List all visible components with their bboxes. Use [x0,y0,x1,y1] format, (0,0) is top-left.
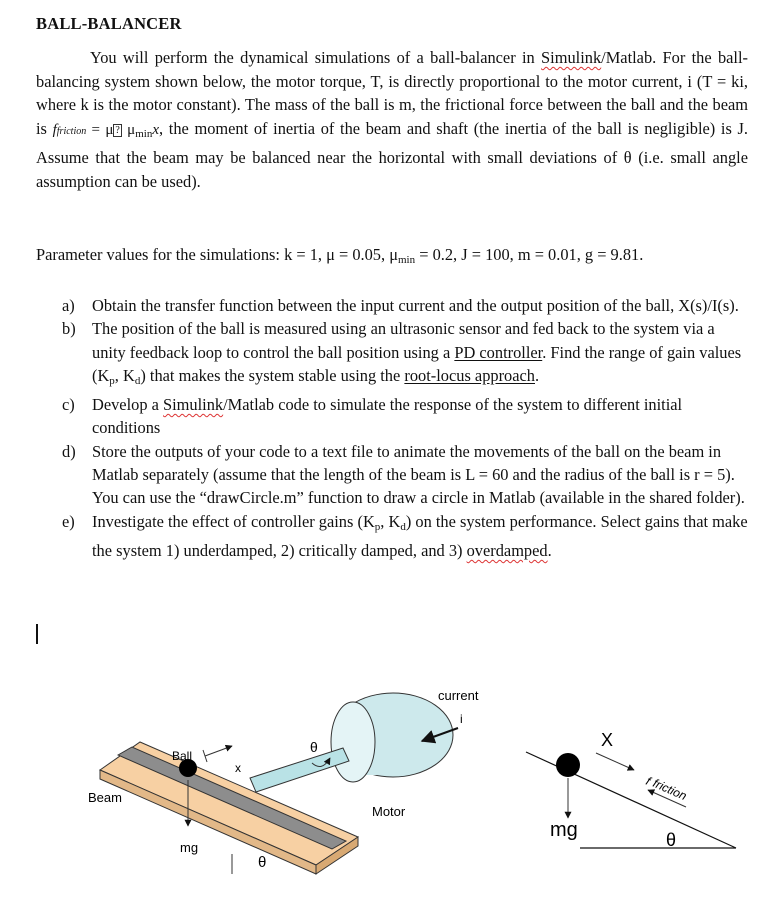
task-item-b [62,317,748,393]
current-label: current [438,688,479,703]
task-text: Store the outputs of your code to a text file to animate the movements of the ball on the beam in Matlab separately (assume that the length of the beam is L = 60 and the radius of the ball is r = 5). You can use the “drawCircle.m” function to draw a circle in Matlab (available in the shared folder). [92,441,745,508]
task-letter: c) [62,395,75,415]
x-arrow-right [596,753,634,770]
kd-sub: d [134,374,141,387]
formula-mu: μ [121,121,136,138]
task-text: . [535,365,540,385]
task-text: The position of the ball is measured using an ultrasonic sensor and fed back to the system via a unity feedback loop to control the ball position using a [92,319,715,362]
intro-text-3: , the moment of inertia of the beam and shaft (the inertia of the ball is negligible) is J. Assume that the beam may be balanced near the horizontal with small deviations of θ (i.e. small angle assumption can be used). [36,118,749,191]
ball-label: Ball [172,749,193,763]
params-prefix: Parameter values for the simulations: k = 1, μ = 0.05, μ [36,245,398,264]
task-text: ) on the system performance. Select gains that make the system 1) underdamped, 2) critically damped, and 3) [92,511,748,560]
intro-paragraph [36,46,748,193]
x-label-right: X [601,730,614,750]
intro-text-1: You will perform the dynamical simulations of a ball-balancer in [90,48,542,67]
text-cursor[interactable] [36,624,38,644]
task-letter: a) [62,296,75,315]
task-item-d [62,440,748,510]
motor-icon [331,693,453,782]
task-text: ) that makes the system stable using the [140,365,405,385]
current-i-label: i [460,712,463,726]
task-item-a [62,294,748,317]
task-list [62,294,748,562]
params-min-sub: min [398,254,416,266]
mg-label-left: mg [180,840,199,855]
task-text: , K [380,511,401,531]
missing-equation-icon: ? [115,124,120,136]
task-item-e [62,510,748,563]
link-root-locus[interactable]: root-locus approach [404,365,535,385]
task-item-c [62,393,748,440]
ball-balancer-figure [0,660,774,922]
task-text: . Find the range of gain values (K [92,342,742,385]
task-text: . [547,540,552,560]
formula-eq: = μ [86,121,114,138]
motor-shaft [250,748,349,792]
motor-label: Motor [372,804,406,819]
theta-label-shaft: θ [310,739,318,755]
task-text: Develop a [92,395,163,415]
task-letter: d) [62,441,76,461]
x-label-left: x [235,761,241,775]
spellcheck-word-overdamped[interactable]: overdamped [466,540,548,560]
friction-f-label: f [643,773,653,789]
spellcheck-word-simulink[interactable]: Simulink [163,395,224,415]
x-arrow [205,746,232,756]
params-suffix: = 0.2, J = 100, m = 0.01, g = 9.81. [415,245,644,264]
task-letter: b) [62,319,76,339]
task-text: , K [114,365,135,385]
kd-sub: d [400,520,406,533]
task-text: /Matlab code to simulate the response of the system to different initial conditions [92,395,683,438]
friction-label: friction [650,775,689,804]
parameter-values [36,245,643,266]
task-text: Obtain the transfer function between the input current and the output position of the ball, X(s)/I(s). [92,296,739,315]
kp-sub: p [109,374,115,387]
formula-x: x [152,121,159,138]
formula-sub-min: min [135,127,153,140]
document-title: BALL-BALANCER [36,14,182,33]
intro-text-2: /Matlab. For the ball-balancing system shown below, the motor torque, T, is directly proportional to the motor current, i (T = ki, where k is the motor constant). The mass of the ball is m, the frictional force between the ball and the beam is [36,48,749,138]
ball-icon-right [556,753,580,777]
theta-label-bottom: θ [258,854,267,871]
formula-f: f [52,121,57,138]
formula-sub-friction: friction [56,125,87,137]
theta-label-right: θ [666,830,677,850]
friction-formula[interactable] [53,122,159,138]
kp-sub: p [374,520,381,533]
task-text: Investigate the effect of controller gains (K [92,511,375,531]
task-letter: e) [62,511,75,531]
mg-label-right: mg [550,819,578,841]
spellcheck-word-simulink[interactable]: Simulink [541,48,602,67]
beam-label: Beam [88,790,122,805]
link-pd-controller[interactable]: PD controller [454,342,543,362]
